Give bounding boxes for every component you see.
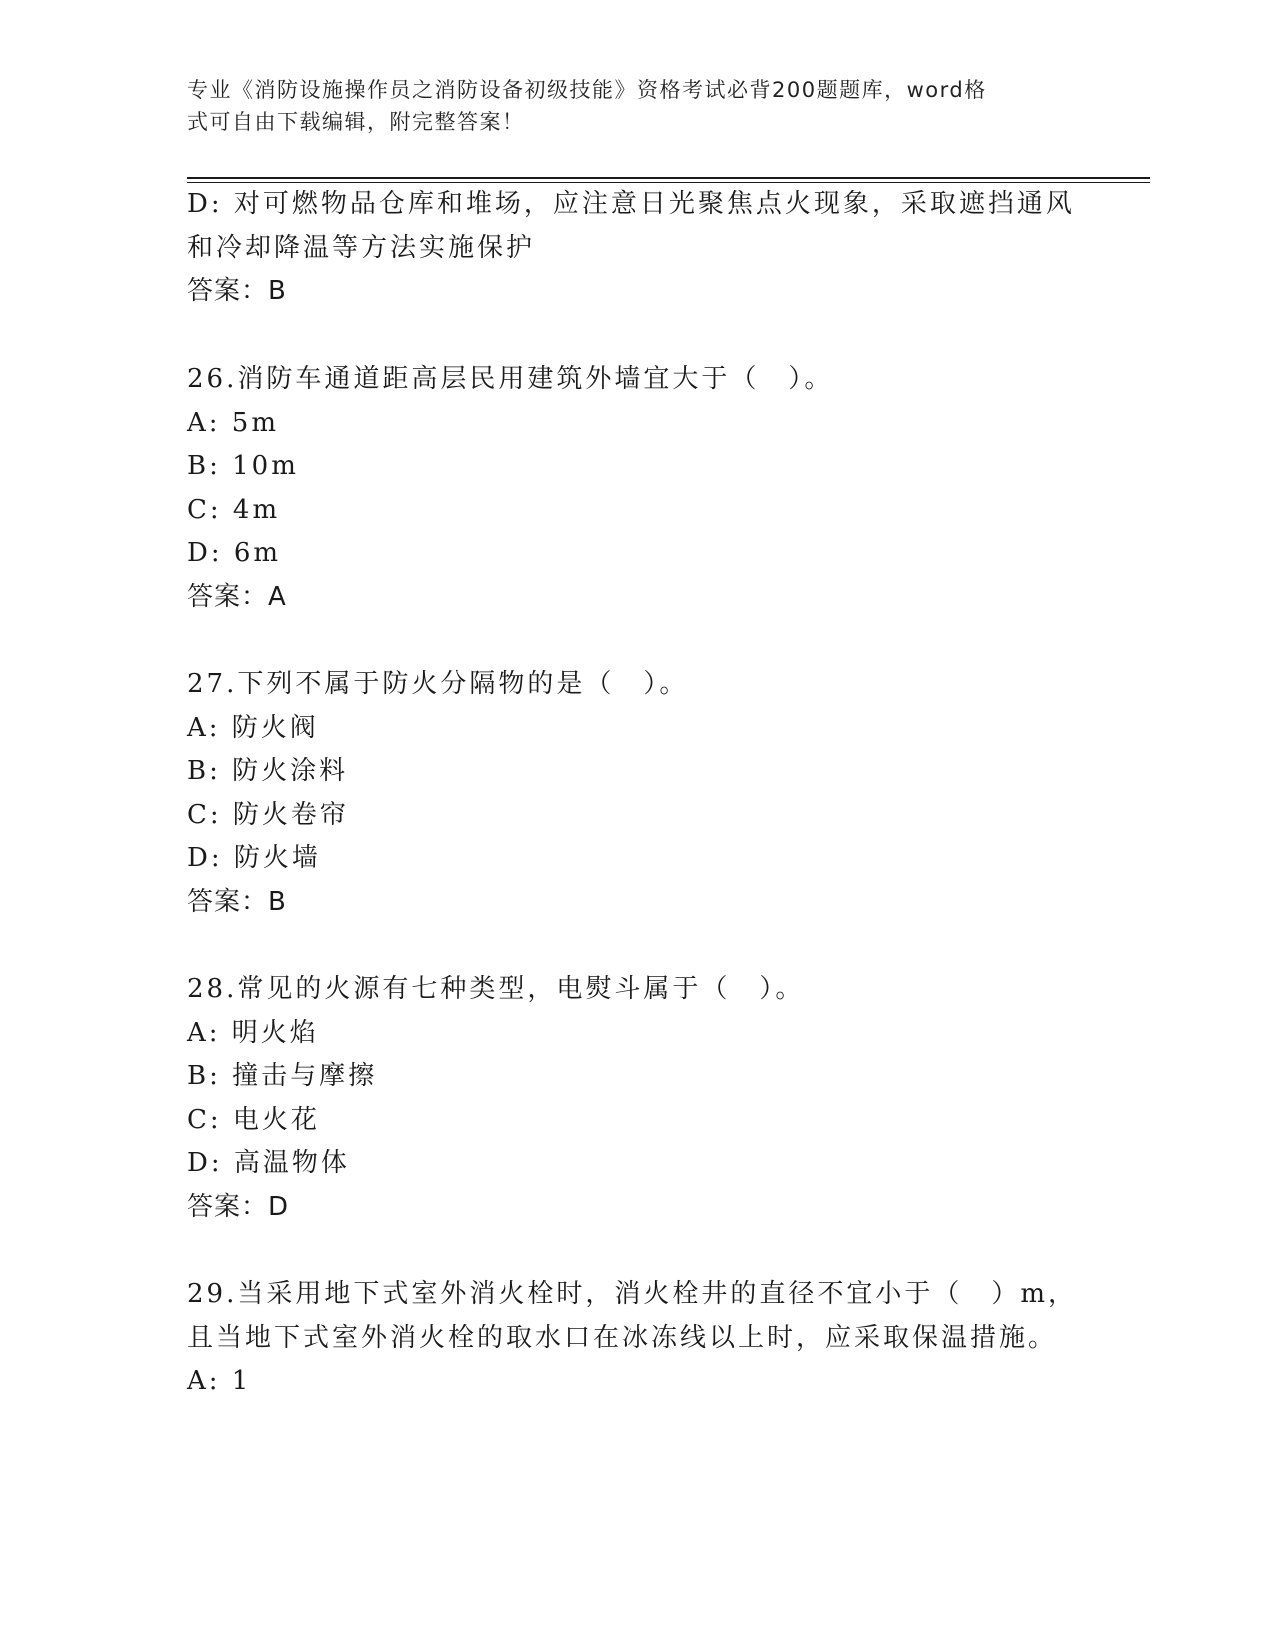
q27-option-b: B: 防火涂料 xyxy=(187,756,349,786)
option-d-text-continued: 和冷却降温等方法实施保护 xyxy=(187,233,536,263)
header-line-2: 式可自由下载编辑，附完整答案！ xyxy=(187,110,525,134)
q28-answer: 答案：D xyxy=(187,1192,290,1222)
header-line-1: 专业《消防设施操作员之消防设备初级技能》资格考试必背200题题库，word格 xyxy=(187,78,987,102)
q26-option-b: B: 10m xyxy=(187,451,299,481)
option-d-text: D: 对可燃物品仓库和堆场，应注意日光聚焦点火现象，采取遮挡通风 xyxy=(187,189,1075,219)
q26-option-a: A: 5m xyxy=(187,408,279,438)
q26-answer: 答案：A xyxy=(187,582,287,612)
question-29: 29.当采用地下式室外消火栓时，消火栓井的直径不宜小于（ ）m， xyxy=(187,1279,1078,1309)
q27-option-a: A: 防火阀 xyxy=(187,713,319,743)
question-28: 28.常见的火源有七种类型，电熨斗属于（ ）。 xyxy=(187,974,805,1004)
header-divider-top xyxy=(187,177,1150,179)
q28-option-d: D: 高温物体 xyxy=(187,1148,350,1178)
answer-line: 答案：B xyxy=(187,276,287,306)
question-26: 26.消防车通道距高层民用建筑外墙宜大于（ ）。 xyxy=(187,364,834,394)
question-29-continued: 且当地下式室外消火栓的取水口在冰冻线以上时，应采取保温措施。 xyxy=(187,1323,1058,1353)
q26-option-d: D: 6m xyxy=(187,538,282,568)
q26-option-c: C: 4m xyxy=(187,495,281,525)
q29-option-a: A: 1 xyxy=(187,1366,252,1396)
question-27: 27.下列不属于防火分隔物的是（ ）。 xyxy=(187,669,689,699)
q28-option-b: B: 撞击与摩擦 xyxy=(187,1061,378,1091)
q27-option-c: C: 防火卷帘 xyxy=(187,800,349,830)
q28-option-a: A: 明火焰 xyxy=(187,1018,319,1048)
q27-answer: 答案：B xyxy=(187,887,287,917)
header-divider-bottom xyxy=(187,182,1150,183)
document-header xyxy=(187,74,1077,138)
q27-option-d: D: 防火墙 xyxy=(187,843,321,873)
q28-option-c: C: 电火花 xyxy=(187,1105,320,1135)
